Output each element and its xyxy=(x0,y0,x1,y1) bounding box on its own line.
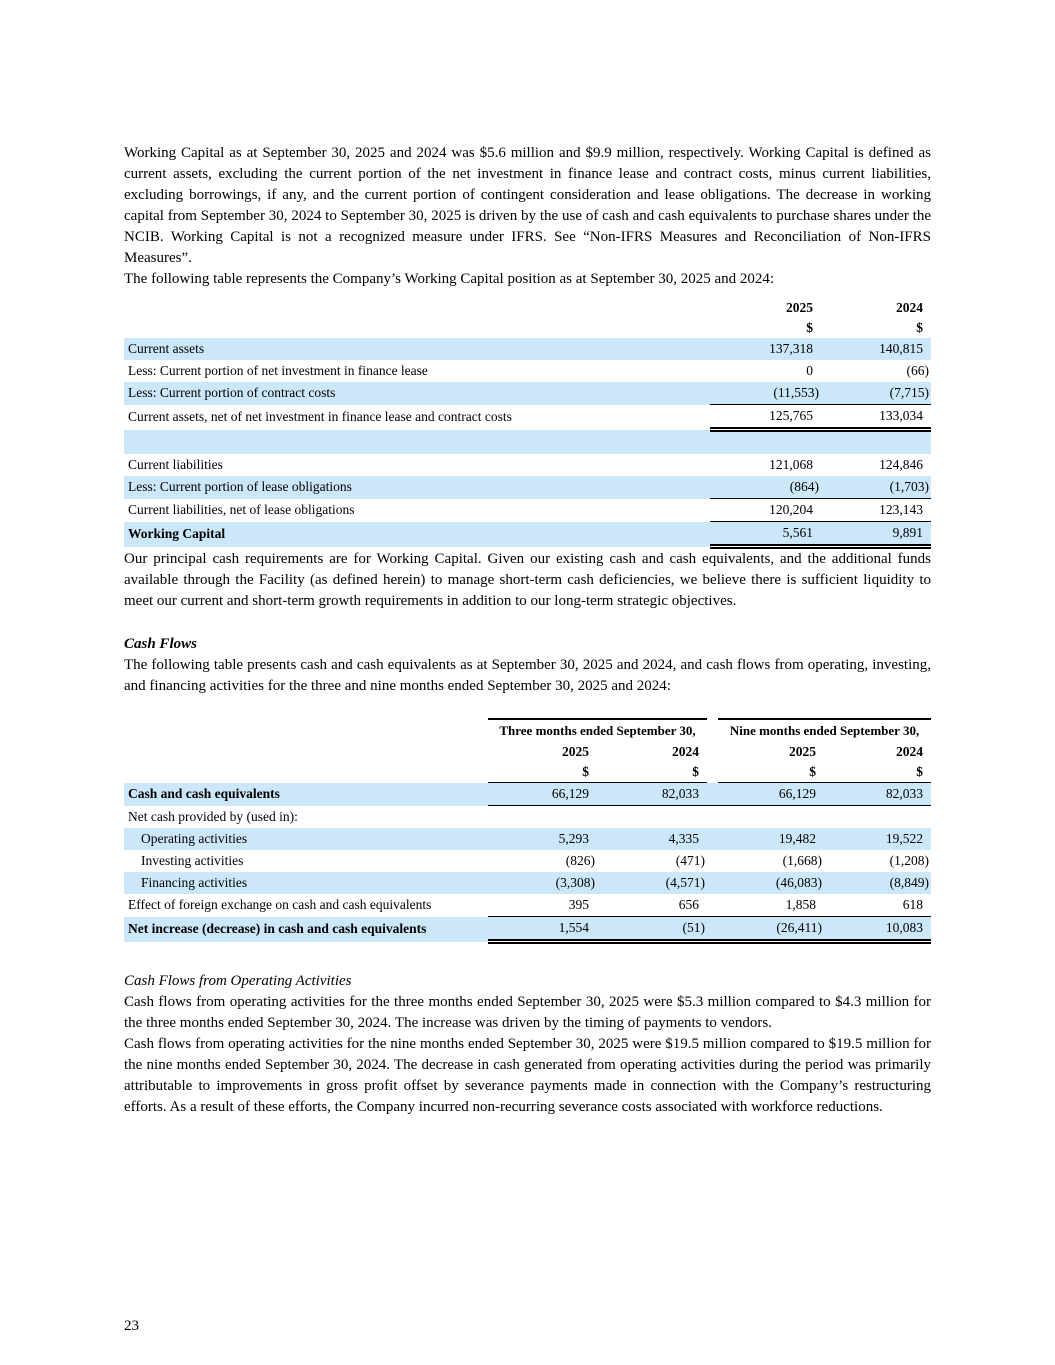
wc-currency-row xyxy=(124,318,931,338)
row-value: 66,129 xyxy=(718,783,824,806)
paragraph-cf-operating-9m: Cash flows from operating activities for the nine months ended September 30, 2025 were $19.5 million compared to $19.5 million for the nine months ended September 30, 2024. The decrease in cash generated from operating activities during the period was primarily attributable to improvements in gross profit offset by severance payments made in connection with the Company’s restructuring efforts. As a result of these efforts, the Company incurred non-recurring severance costs associated with workforce reductions. xyxy=(124,1036,931,1115)
cf-year-9m-2024: 2024 xyxy=(896,743,924,759)
row-value: 124,846 xyxy=(879,457,923,472)
table-row xyxy=(124,360,931,382)
row-label: Cash and cash equivalents xyxy=(124,783,488,806)
row-value: 19,482 xyxy=(718,828,824,850)
cf-currency-row xyxy=(124,762,931,783)
column-gap xyxy=(707,806,718,829)
row-value: 123,143 xyxy=(821,499,931,522)
row-label: Operating activities xyxy=(124,828,488,850)
column-gap xyxy=(707,828,718,850)
cash-flow-table xyxy=(124,718,931,944)
cf-group-header-row xyxy=(124,719,931,741)
heading-cash-flows: Cash Flows xyxy=(124,636,197,652)
cf-currency-symbol: $ xyxy=(488,762,597,783)
row-value: 1,554 xyxy=(488,917,597,942)
row-label: Investing activities xyxy=(141,853,244,868)
row-value: 19,522 xyxy=(824,828,931,850)
cf-currency-symbol: $ xyxy=(718,762,824,783)
heading-cash-flows-operating: Cash Flows from Operating Activities xyxy=(124,973,352,989)
row-value: (1,668) xyxy=(782,853,823,868)
row-value: (864) xyxy=(710,476,821,499)
row-value: (826) xyxy=(565,853,595,868)
cf-group-nine-months: Nine months ended September 30, xyxy=(718,719,931,741)
row-value: (471) xyxy=(675,853,706,868)
column-gap xyxy=(707,741,718,762)
row-value: 9,891 xyxy=(821,522,931,547)
cf-header-spacer xyxy=(124,741,488,762)
table-row xyxy=(124,828,931,850)
cf-year-9m-2025: 2025 xyxy=(789,743,817,759)
wc-header-spacer xyxy=(124,297,710,318)
row-value: 1,858 xyxy=(718,894,824,917)
column-gap xyxy=(707,783,718,806)
page-number: 23 xyxy=(124,1318,139,1334)
row-value xyxy=(710,430,821,455)
row-label: Current liabilities, net of lease obligations xyxy=(128,502,355,517)
wc-header-spacer xyxy=(124,318,710,338)
cf-currency-symbol: $ xyxy=(597,762,707,783)
row-value: 140,815 xyxy=(821,338,931,360)
row-value: (7,715) xyxy=(821,382,931,405)
table-row xyxy=(124,454,931,476)
row-value: 82,033 xyxy=(824,783,931,806)
wc-currency-symbol: $ xyxy=(916,320,923,335)
row-value xyxy=(718,806,824,829)
column-gap xyxy=(707,872,718,894)
cf-years-row xyxy=(124,741,931,762)
page-content xyxy=(124,143,931,1118)
row-value: 5,293 xyxy=(488,828,597,850)
paragraph-liquidity: Our principal cash requirements are for Working Capital. Given our existing cash and cash equivalents, and the additional funds available through the Facility (as defined herein) to manage short-term cash deficiencies, we believe there is sufficient liquidity to meet our current and short-term growth requirements in addition to our long-term strategic objectives. xyxy=(124,551,931,609)
cf-group-three-months: Three months ended September 30, xyxy=(488,719,707,741)
wc-years-row xyxy=(124,297,931,318)
cf-year-3m-2024: 2024 xyxy=(672,743,700,759)
table-row xyxy=(124,338,931,360)
row-value: (1,208) xyxy=(889,853,930,868)
table-row xyxy=(124,872,931,894)
row-label: Current liabilities xyxy=(128,457,223,472)
row-value: 66,129 xyxy=(488,783,597,806)
table-row xyxy=(124,430,931,455)
row-label: Less: Current portion of net investment in finance lease xyxy=(128,363,428,378)
row-value: (66) xyxy=(906,363,929,378)
row-value: 120,204 xyxy=(710,499,821,522)
cf-header-spacer xyxy=(124,719,488,741)
row-value: 656 xyxy=(597,894,707,917)
row-value: 10,083 xyxy=(824,917,931,942)
column-gap xyxy=(707,762,718,783)
table-row xyxy=(124,522,931,547)
row-label: Less: Current portion of contract costs xyxy=(124,382,710,405)
row-value: (26,411) xyxy=(718,917,824,942)
cf-table-body xyxy=(124,783,931,942)
table-row xyxy=(124,382,931,405)
paragraph-cf-operating-3m: Cash flows from operating activities for the three months ended September 30, 2025 were $5.3 million compared to $4.3 million for the three months ended September 30, 2024. The increase was driven by the timing of payments to vendors. xyxy=(124,994,931,1031)
wc-table-body xyxy=(124,338,931,547)
working-capital-table xyxy=(124,297,931,549)
row-value: 0 xyxy=(806,363,813,378)
row-value: (8,849) xyxy=(824,872,931,894)
paragraph-working-capital: Working Capital as at September 30, 2025 and 2024 was $5.6 million and $9.9 million, respectively. Working Capital is defined as current assets, excluding the current portion of the net investment in finance lease and contract costs, minus current liabilities, excluding borrowings, if any, and the current portion of contingent consideration and lease obligations. The decrease in working capital from September 30, 2024 to September 30, 2025 is driven by the use of cash and cash equivalents to purchase shares under the NCIB. Working Capital is not a recognized measure under IFRS. See “Non-IFRS Measures and Reconciliation of Non-IFRS Measures”. xyxy=(124,145,931,266)
cf-year-3m-2025: 2025 xyxy=(562,743,589,759)
table-row xyxy=(124,499,931,522)
wc-year-2025: 2025 xyxy=(786,299,813,315)
row-value: 5,561 xyxy=(710,522,821,547)
wc-currency-symbol: $ xyxy=(806,320,813,335)
row-value xyxy=(597,806,707,829)
row-value: 82,033 xyxy=(597,783,707,806)
row-label: Effect of foreign exchange on cash and cash equivalents xyxy=(128,897,432,913)
paragraph-cf-table-intro: The following table presents cash and cash equivalents as at September 30, 2025 and 2024, and cash flows from operating, investing, and financing activities for the three and nine months ended September 30, 2025 and 2024: xyxy=(124,657,931,694)
row-label: Current assets xyxy=(124,338,710,360)
row-value: (1,703) xyxy=(821,476,931,499)
row-value: (4,571) xyxy=(597,872,707,894)
cf-header-spacer xyxy=(124,762,488,783)
row-value: 395 xyxy=(488,894,597,917)
row-value: 4,335 xyxy=(597,828,707,850)
row-label: Less: Current portion of lease obligations xyxy=(124,476,710,499)
row-value xyxy=(824,806,931,829)
table-row xyxy=(124,783,931,806)
row-value: (46,083) xyxy=(718,872,824,894)
table-row xyxy=(124,894,931,917)
row-value: 125,765 xyxy=(710,405,821,430)
row-label: Working Capital xyxy=(124,522,710,547)
wc-year-2024: 2024 xyxy=(896,299,923,315)
row-value: (11,553) xyxy=(710,382,821,405)
row-label: Net cash provided by (used in): xyxy=(128,808,298,824)
table-row xyxy=(124,405,931,430)
row-label: Net increase (decrease) in cash and cash equivalents xyxy=(124,917,488,942)
table-row xyxy=(124,850,931,872)
row-value: (3,308) xyxy=(488,872,597,894)
row-value: 618 xyxy=(824,894,931,917)
row-label xyxy=(124,430,710,455)
row-value: 133,034 xyxy=(821,405,931,430)
table-row xyxy=(124,476,931,499)
column-gap xyxy=(707,917,718,942)
column-gap xyxy=(707,850,718,872)
row-label: Financing activities xyxy=(124,872,488,894)
column-gap xyxy=(707,719,718,741)
row-value xyxy=(488,806,597,829)
column-gap xyxy=(707,894,718,917)
cf-currency-symbol: $ xyxy=(824,762,931,783)
row-label: Current assets, net of net investment in finance lease and contract costs xyxy=(128,409,512,424)
row-value xyxy=(821,430,931,455)
table-row xyxy=(124,806,931,829)
row-value: 121,068 xyxy=(769,457,813,472)
table-row xyxy=(124,917,931,942)
row-value: (51) xyxy=(597,917,707,942)
row-value: 137,318 xyxy=(710,338,821,360)
paragraph-wc-table-intro: The following table represents the Company’s Working Capital position as at September 30, 2025 and 2024: xyxy=(124,271,775,287)
